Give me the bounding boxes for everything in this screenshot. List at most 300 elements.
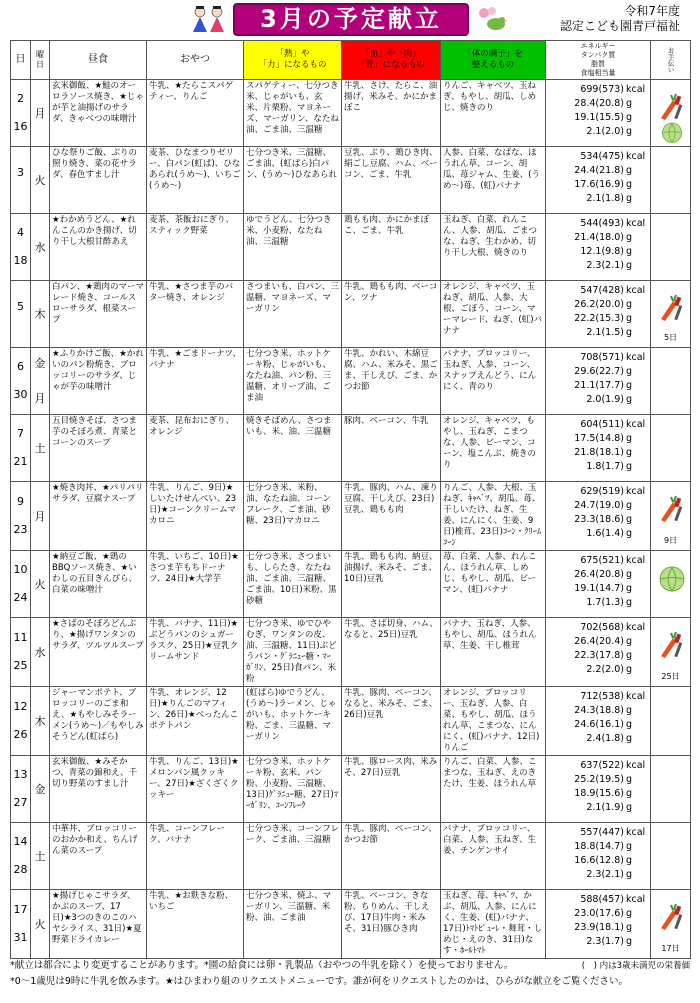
date-cell <box>11 482 31 551</box>
salt-line <box>546 192 648 206</box>
date-second: 24 <box>13 591 28 604</box>
col-green: 「体の調子」を 整えるもの <box>441 41 546 80</box>
salt-line <box>546 801 648 815</box>
dow-label: 火 <box>34 173 46 187</box>
table-row <box>11 482 691 551</box>
fat-line <box>546 111 648 125</box>
kcal-line <box>546 826 648 840</box>
red-cell: 牛乳、鶏もも肉、納豆、油揚げ、米みそ、ごま、10日)豆乳 <box>342 551 441 618</box>
prot-unit: g <box>626 500 633 511</box>
table-row <box>11 823 691 890</box>
yellow-cell: 七分つき米、コーンフレーク、ごま油、三温糖 <box>244 823 342 890</box>
prot-unit: g <box>626 636 633 647</box>
green-cell: オレンジ、キャベツ、玉ねぎ、胡瓜、人参、大根、ごぼう、コーン、マーマレード、ねぎ、(虹)バナナ <box>441 281 546 348</box>
snack-cell: 牛乳、いちご、10日)★さつま芋もちドーナツ、24日)★大学芋 <box>147 551 244 618</box>
salt-unit: g <box>626 193 633 204</box>
salt-value: 2.1(1.8) <box>586 193 624 204</box>
kcal-unit: kcal <box>626 691 646 702</box>
salt-line <box>546 393 648 407</box>
fat-line <box>546 312 648 326</box>
kcal-line <box>546 217 648 231</box>
yellow-cell: 七分つき米、ゆでひやむぎ、ワンタンの皮、油、三温糖、11日)ぶどうパン・ｸﾞﾗﾆｭｰ糖・ﾏｰｶﾞﾘﾝ、25日)食パン、米粉 <box>244 618 342 687</box>
date-cell <box>11 415 31 482</box>
date-cell <box>11 756 31 823</box>
salt-unit: g <box>626 733 633 744</box>
fat-line <box>546 921 648 935</box>
kcal-value: 629(519) <box>580 486 624 497</box>
header <box>0 0 700 40</box>
prot-unit: g <box>626 705 633 716</box>
table-row <box>11 214 691 281</box>
table-row <box>11 348 691 415</box>
snack-cell: 牛乳、りんご、13日)★メロンパン風クッキー、27日)★ざくざくクッキー <box>147 756 244 823</box>
date-first: 3 <box>17 166 24 179</box>
prot-unit: g <box>626 366 633 377</box>
cabbage-icon <box>660 120 684 144</box>
dow-label: 火 <box>34 917 46 931</box>
dow-label: 土 <box>34 441 46 455</box>
lunch-cell: 玄米御飯、★みそかつ、青菜の錦和え、千切り野菜のすまし汁 <box>50 756 147 823</box>
kcal-line <box>546 690 648 704</box>
prot-unit: g <box>626 165 633 176</box>
lunch-cell: ★ふりかけご飯、★かれいのパン粉焼き、ブロッコリーのサラダ、じゃが芋の味噌汁 <box>50 348 147 415</box>
dow-cell <box>31 80 50 147</box>
recommend-cell <box>651 415 691 482</box>
date-first: 14 <box>13 835 28 848</box>
snack-cell: 牛乳、バナナ、11日)★ぶどうパンのシュガーラスク、25日)★豆乳クリームサンド <box>147 618 244 687</box>
green-cell: 人参、白菜、なばな、ほうれん草、コーン、胡瓜、苺ジャム、生姜、(うめ～)苺、(虹)バナナ <box>441 147 546 214</box>
red-cell: 牛乳、豚肉、ベーコン、かつお節 <box>342 823 441 890</box>
snack-cell: 牛乳、オレンジ、12日)★りんごのマフィン、26日)★べったんこポテトパン <box>147 687 244 756</box>
dow-label: 月 <box>34 509 46 523</box>
yellow-cell: 七分つき米、ホットケーキ粉、玄米、パン粉、小麦粉、三温糖、13日)ｸﾞﾗﾆｭｰ糖、27日)ﾏｰｶﾞﾘﾝ、ｺｰﾝﾌﾚｰｸ <box>244 756 342 823</box>
date-cell <box>11 687 31 756</box>
yellow-cell: さつまいも、白パン、三温糖、マヨネーズ、マーガリン <box>244 281 342 348</box>
fat-unit: g <box>626 246 633 257</box>
date-cell <box>11 80 31 147</box>
salt-value: 2.1(1.9) <box>586 802 624 813</box>
kcal-line <box>546 621 648 635</box>
prot-line <box>546 704 648 718</box>
date-second: 31 <box>13 931 28 944</box>
dow-cell <box>31 214 50 281</box>
red-cell: 牛乳、かれい、木綿豆腐、ハム、米みそ、黒ごま、干しえび、ごま、かつお節 <box>342 348 441 415</box>
fat-line <box>546 379 648 393</box>
dow-cell <box>31 482 50 551</box>
lunch-cell: ★納豆ご飯、★鶏のBBQソース焼き、★いわしの五目きんぴら、白菜の味噌汁 <box>50 551 147 618</box>
salt-unit: g <box>626 802 633 813</box>
fat-unit: g <box>626 719 633 730</box>
snack-cell: 麦茶、昆布おにぎり、オレンジ <box>147 415 244 482</box>
yellow-cell: 七分つき米、ホットケーキ粉、じゃがいも、なたね油、パン粉、三温糖、オリーブ油、ごま油 <box>244 348 342 415</box>
salt-line <box>546 527 648 541</box>
dow-cell <box>31 756 50 823</box>
table-row <box>11 687 691 756</box>
date-first: 6 <box>17 360 24 373</box>
fat-unit: g <box>626 922 633 933</box>
salt-value: 2.1(2.0) <box>586 126 624 137</box>
recommend-cell <box>651 147 691 214</box>
date-second: 23 <box>13 523 28 536</box>
date-first: 7 <box>17 427 24 440</box>
nutrition-cell <box>546 415 651 482</box>
prot-line <box>546 164 648 178</box>
dow-cell <box>31 687 50 756</box>
date-cell <box>11 147 31 214</box>
prot-value: 28.4(20.8) <box>574 98 624 109</box>
prot-value: 26.2(20.0) <box>574 299 624 310</box>
snack-cell: 牛乳、★ごまドーナツ、バナナ <box>147 348 244 415</box>
fat-unit: g <box>626 179 633 190</box>
green-cell: 玉ねぎ、苺、ｷｬﾍﾞﾂ、かぶ、胡瓜、人参、にんにく、生姜、(虹)バナナ、17日)ﾄﾏﾄﾋﾟｭｰﾚ・舞茸・しめじ・えのき、31日)なす・ﾎｰﾙﾄﾏﾄ <box>441 890 546 959</box>
salt-line <box>546 259 648 273</box>
fat-unit: g <box>626 650 633 661</box>
date-second: 18 <box>13 254 28 267</box>
kcal-value: 702(568) <box>580 622 624 633</box>
recommend-cell <box>651 281 691 348</box>
green-cell: オレンジ、キャベツ、もやし、玉ねぎ、こまつな、人参、ピーマン、コーン、塩こんぶ、焼きのり <box>441 415 546 482</box>
kcal-value: 547(428) <box>580 285 624 296</box>
snack-cell: 麦茶、茶飯おにぎり、スティック野菜 <box>147 214 244 281</box>
date-cell <box>11 281 31 348</box>
kcal-unit: kcal <box>626 760 646 771</box>
red-cell: 鶏もも肉、かにかまぼこ、ごま、牛乳 <box>342 214 441 281</box>
green-cell: 玉ねぎ、白菜、れんこん、人参、胡瓜、ごまつな、ねぎ、生わかめ、切り干し大根、焼きのり <box>441 214 546 281</box>
salt-unit: g <box>626 394 633 405</box>
salt-value: 1.8(1.7) <box>586 461 624 472</box>
green-cell: オレンジ、ブロッコリー、玉ねぎ、人参、白菜、もやし、胡瓜、ほうれん草、こまつな、にんにく、(虹)バナナ、12日)りんご <box>441 687 546 756</box>
salt-value: 2.3(2.1) <box>586 869 624 880</box>
header-info <box>560 4 680 34</box>
prot-value: 24.7(19.0) <box>574 500 624 511</box>
table-row <box>11 281 691 348</box>
col-lunch: 昼食 <box>50 41 147 80</box>
table-row <box>11 618 691 687</box>
prot-line <box>546 499 648 513</box>
green-cell: バナナ、玉ねぎ、人参、もやし、胡瓜、ほうれん草、生姜、干し椎茸 <box>441 618 546 687</box>
salt-value: 2.4(1.8) <box>586 733 624 744</box>
recommend-cell <box>651 687 691 756</box>
kcal-value: 588(457) <box>580 894 624 905</box>
dow-label: 木 <box>34 307 46 321</box>
date-first: 11 <box>13 631 28 644</box>
col-energy: エネルギー タンパク質 脂質 食塩相当量 <box>546 41 651 80</box>
dow-label-second: 月 <box>34 392 46 405</box>
prot-value: 25.2(19.5) <box>574 774 624 785</box>
kcal-unit: kcal <box>626 622 646 633</box>
fat-unit: g <box>626 788 633 799</box>
kcal-line <box>546 554 648 568</box>
yellow-cell: 七分つき米、米粉、油、なたね油、コーンフレーク、ごま油、砂糖、23日)マカロニ <box>244 482 342 551</box>
salt-line <box>546 935 648 949</box>
salt-unit: g <box>626 664 633 675</box>
date-first: 10 <box>13 563 28 576</box>
kcal-unit: kcal <box>626 894 646 905</box>
green-cell: 苺、白菜、人参、れんこん、ほうれん草、しめじ、もやし、胡瓜、ピーマン、(虹)バナナ <box>441 551 546 618</box>
kcal-unit: kcal <box>626 555 646 566</box>
prot-unit: g <box>626 569 633 580</box>
lunch-cell: 中華丼、ブロッコリーのおかか和え、ちんげん菜のスープ <box>50 823 147 890</box>
fat-value: 23.9(18.1) <box>574 922 624 933</box>
table-row <box>11 80 691 147</box>
date-cell <box>11 551 31 618</box>
prot-unit: g <box>626 433 633 444</box>
fat-value: 24.6(16.1) <box>574 719 624 730</box>
fiscal-year: 令和7年度 <box>624 4 680 18</box>
kcal-line <box>546 284 648 298</box>
prot-line <box>546 298 648 312</box>
fat-unit: g <box>626 313 633 324</box>
snack-cell: 牛乳、★さつま芋のバター焼き、オレンジ <box>147 281 244 348</box>
menu-table <box>10 40 691 959</box>
dow-label: 土 <box>34 849 46 863</box>
dow-cell <box>31 823 50 890</box>
snack-cell: 麦茶、ひなまつりゼリー、白パン(虹ぱ)、ひなあられ(うめ～)、いちご(うめ～) <box>147 147 244 214</box>
date-second: 30 <box>13 388 28 401</box>
fat-unit: g <box>626 514 633 525</box>
fat-line <box>546 446 648 460</box>
recommend-cell <box>651 823 691 890</box>
col-red: 「血」や「肉」 「骨」になるもの <box>342 41 441 80</box>
lunch-cell: ★揚げじゃこサラダ、かぶのスープ、17日)★3つのきのこのハヤシライス、31日)★夏野菜ドライカレー <box>50 890 147 959</box>
dow-label: 月 <box>34 106 46 120</box>
recommend-day-label: 17日 <box>661 944 680 953</box>
col-yellow: 「熱」や 「力」になるもの <box>244 41 342 80</box>
salt-unit: g <box>626 528 633 539</box>
lunch-cell: 五目焼きそば、さつま芋のそぼろ煮、青菜とコーンのスープ <box>50 415 147 482</box>
prot-unit: g <box>626 98 633 109</box>
fat-line <box>546 245 648 259</box>
salt-unit: g <box>626 869 633 880</box>
yellow-cell: (虹ぱら)ゆでうどん、(うめ～)ラーメン、じゃがいも、ホットケーキ粉、ごま、三温糖、マーガリン <box>244 687 342 756</box>
date-first: 5 <box>17 300 24 313</box>
yellow-cell: ゆでうどん、七分つき米、小麦粉、なたね油、三温糖 <box>244 214 342 281</box>
lunch-cell: 玄米御飯、★鮭のオーロラソース焼き、★じゃが芋と油揚げのサラダ、きゃべつの味噌汁 <box>50 80 147 147</box>
menu-body <box>11 80 691 959</box>
table-row <box>11 415 691 482</box>
dow-cell <box>31 147 50 214</box>
prot-value: 21.4(18.0) <box>574 232 624 243</box>
date-second: 25 <box>13 659 28 672</box>
footer <box>10 958 690 990</box>
date-cell <box>11 823 31 890</box>
lunch-cell: ひな祭りご飯、ぶりの照り焼き、菜の花サラダ、春色すまし汁 <box>50 147 147 214</box>
salt-value: 1.6(1.4) <box>586 528 624 539</box>
date-first: 17 <box>13 903 28 916</box>
facility-name: 認定こども園青戸福祉 <box>559 19 680 33</box>
col-snack: おやつ <box>147 41 244 80</box>
page-title: 3月の予定献立 <box>233 3 469 36</box>
kcal-line <box>546 893 648 907</box>
fat-value: 23.3(18.6) <box>574 514 624 525</box>
dow-cell <box>31 551 50 618</box>
salt-unit: g <box>626 260 633 271</box>
salt-value: 2.1(1.5) <box>586 327 624 338</box>
fat-unit: g <box>626 583 633 594</box>
fat-line <box>546 178 648 192</box>
prot-unit: g <box>626 841 633 852</box>
recommend-cell <box>651 756 691 823</box>
nutrition-cell <box>546 348 651 415</box>
cabbage-icon <box>657 563 687 593</box>
fat-value: 19.1(14.7) <box>574 583 624 594</box>
nutrition-cell <box>546 214 651 281</box>
date-first: 9 <box>17 495 24 508</box>
recommend-cell <box>651 890 691 959</box>
red-cell: 牛乳、豚ロース肉、米みそ、27日)豆乳 <box>342 756 441 823</box>
kcal-unit: kcal <box>626 151 646 162</box>
date-first: 2 <box>17 92 24 105</box>
recommend-cell <box>651 348 691 415</box>
dow-label: 木 <box>34 714 46 728</box>
lunch-cell: ★わかめうどん、★れんこんのかき揚げ、切り干し大根甘酢あえ <box>50 214 147 281</box>
prot-value: 24.4(21.8) <box>574 165 624 176</box>
red-cell: 牛乳、さば切身、ハム、なると、25日)豆乳 <box>342 618 441 687</box>
salt-value: 2.2(2.0) <box>586 664 624 675</box>
footer-line2: *0～1歳児は9時に牛乳を飲みます。★はひまわり組のリクエストメニューです。誰が何をリクエストしたのかは、ひらがな献立をご覧ください。 <box>10 976 629 987</box>
prot-value: 29.6(22.7) <box>574 366 624 377</box>
yellow-cell: 七分つき米、焼ふ、マーガリン、三温糖、米粉、油、ごま油 <box>244 890 342 959</box>
green-cell: りんご、キャベツ、玉ねぎ、もやし、胡瓜、しめじ、焼きのり <box>441 80 546 147</box>
carrot-knife-icon <box>657 494 687 524</box>
fat-value: 18.9(15.6) <box>574 788 624 799</box>
fat-value: 17.6(16.9) <box>574 179 624 190</box>
snack-cell: 牛乳、りんご、9日)★しいたけせんべい、23日)★コーンクリームマカロニ <box>147 482 244 551</box>
prot-value: 18.8(14.7) <box>574 841 624 852</box>
fat-unit: g <box>626 855 633 866</box>
kcal-unit: kcal <box>626 218 646 229</box>
kcal-value: 637(522) <box>580 760 624 771</box>
fat-line <box>546 787 648 801</box>
prot-line <box>546 907 648 921</box>
recommend-cell <box>651 214 691 281</box>
yellow-cell: スパゲティー、七分つき米、じゃがいも、玄米、片栗粉、マヨネーズ、マーガリン、なたね油、ごま油、三温糖 <box>244 80 342 147</box>
col-recommend: お手伝い <box>651 41 691 80</box>
nutrition-cell <box>546 80 651 147</box>
kcal-unit: kcal <box>626 486 646 497</box>
carrot-knife-icon <box>657 92 687 122</box>
kcal-line <box>546 759 648 773</box>
fat-line <box>546 718 648 732</box>
prot-value: 26.4(20.8) <box>574 569 624 580</box>
hina-dolls-icon <box>190 4 228 34</box>
nutrition-cell <box>546 687 651 756</box>
prot-line <box>546 97 648 111</box>
recommend-day-label: 5日 <box>663 333 678 342</box>
lunch-cell: ★焼き肉丼、★パリパリサラダ、豆腐ナスープ <box>50 482 147 551</box>
prot-line <box>546 432 648 446</box>
yellow-cell: 七分つき米、さつまいも、しらたき、なたね油、ごま油、三温糖、ごま油、10日)米粉、黒砂糖 <box>244 551 342 618</box>
date-second: 21 <box>13 455 28 468</box>
yellow-cell: 焼きそばめん、さつまいも、米、油、三温糖 <box>244 415 342 482</box>
col-date: 日 <box>11 41 31 80</box>
salt-line <box>546 732 648 746</box>
green-cell: りんご、白菜、人参、こまつな、玉ねぎ、えのきたけ、生姜、ほうれん草 <box>441 756 546 823</box>
prot-value: 24.3(18.8) <box>574 705 624 716</box>
kcal-value: 708(571) <box>580 352 624 363</box>
dow-label: 金 <box>34 782 46 796</box>
date-second: 16 <box>13 120 28 133</box>
yellow-cell: 七分つき米、三温糖、ごま油、(虹ぱら)白パン、(うめ～)ひなあられ <box>244 147 342 214</box>
prot-unit: g <box>626 774 633 785</box>
date-first: 13 <box>13 768 28 781</box>
fat-value: 21.1(17.7) <box>574 380 624 391</box>
date-cell <box>11 618 31 687</box>
fat-line <box>546 582 648 596</box>
dow-cell <box>31 281 50 348</box>
salt-unit: g <box>626 461 633 472</box>
green-cell: りんご、人参、大根、玉ねぎ、ｷｬﾍﾞﾂ、胡瓜、苺、干しいたけ、ねぎ、生姜、にんにく、生姜、9日)椎茸、23日)ｺｰﾝ・ｸﾘｰﾑｺｰﾝ <box>441 482 546 551</box>
kcal-unit: kcal <box>626 419 646 430</box>
salt-line <box>546 663 648 677</box>
bird-flower-icon <box>474 4 510 34</box>
salt-line <box>546 868 648 882</box>
fat-value: 22.2(15.3) <box>574 313 624 324</box>
red-cell: 牛乳、さけ、たらこ、油揚げ、米みそ、かにかまぼこ <box>342 80 441 147</box>
salt-line <box>546 460 648 474</box>
dow-cell <box>31 415 50 482</box>
fat-value: 12.1(9.8) <box>580 246 624 257</box>
kcal-value: 699(573) <box>580 84 624 95</box>
salt-unit: g <box>626 936 633 947</box>
red-cell: 牛乳、豚肉、ハム、凍り豆腐、干しえび、23日)豆乳、鶏もも肉 <box>342 482 441 551</box>
recommend-day-label: 25日 <box>661 672 680 681</box>
fat-value: 16.6(12.8) <box>574 855 624 866</box>
recommend-cell <box>651 551 691 618</box>
fat-line <box>546 854 648 868</box>
kcal-line <box>546 83 648 97</box>
kcal-value: 604(511) <box>580 419 624 430</box>
lunch-cell: 白パン、★鶏肉のマーマレード焼き、コールスローサラダ、根菜スープ <box>50 281 147 348</box>
fat-unit: g <box>626 447 633 458</box>
kcal-line <box>546 418 648 432</box>
recommend-day-label: 9日 <box>663 536 678 545</box>
fat-line <box>546 649 648 663</box>
kcal-unit: kcal <box>626 285 646 296</box>
prot-unit: g <box>626 299 633 310</box>
footer-note: ( ) 内は3歳未満児の栄養価 <box>581 961 690 971</box>
nutrition-cell <box>546 482 651 551</box>
date-first: 12 <box>13 700 28 713</box>
fat-unit: g <box>626 112 633 123</box>
kcal-unit: kcal <box>626 352 646 363</box>
prot-line <box>546 840 648 854</box>
salt-line <box>546 326 648 340</box>
date-second: 26 <box>13 728 28 741</box>
recommend-cell <box>651 80 691 147</box>
kcal-value: 675(521) <box>580 555 624 566</box>
fat-value: 19.1(15.5) <box>574 112 624 123</box>
dow-label: 水 <box>34 240 46 254</box>
date-second: 27 <box>13 796 28 809</box>
lunch-cell: ★さばのそぼろどんぶり、★揚げワンタンのサラダ、ツルツルスープ <box>50 618 147 687</box>
dow-label: 水 <box>34 645 46 659</box>
red-cell: 牛乳、豚肉、ベーコン、なると、米みそ、ごま、26日)豆乳 <box>342 687 441 756</box>
lunch-cell: ジャーマンポテト、ブロッコリーのごま和え、★もやしみそラーメン(うめ～)／もやしみそうどん(虹ぱら) <box>50 687 147 756</box>
nutrition-cell <box>546 551 651 618</box>
salt-unit: g <box>626 126 633 137</box>
prot-line <box>546 635 648 649</box>
table-row <box>11 147 691 214</box>
table-row <box>11 890 691 959</box>
salt-line <box>546 596 648 610</box>
nutrition-cell <box>546 756 651 823</box>
salt-unit: g <box>626 327 633 338</box>
salt-value: 2.3(1.7) <box>586 936 624 947</box>
prot-line <box>546 773 648 787</box>
fat-unit: g <box>626 380 633 391</box>
dow-cell <box>31 618 50 687</box>
